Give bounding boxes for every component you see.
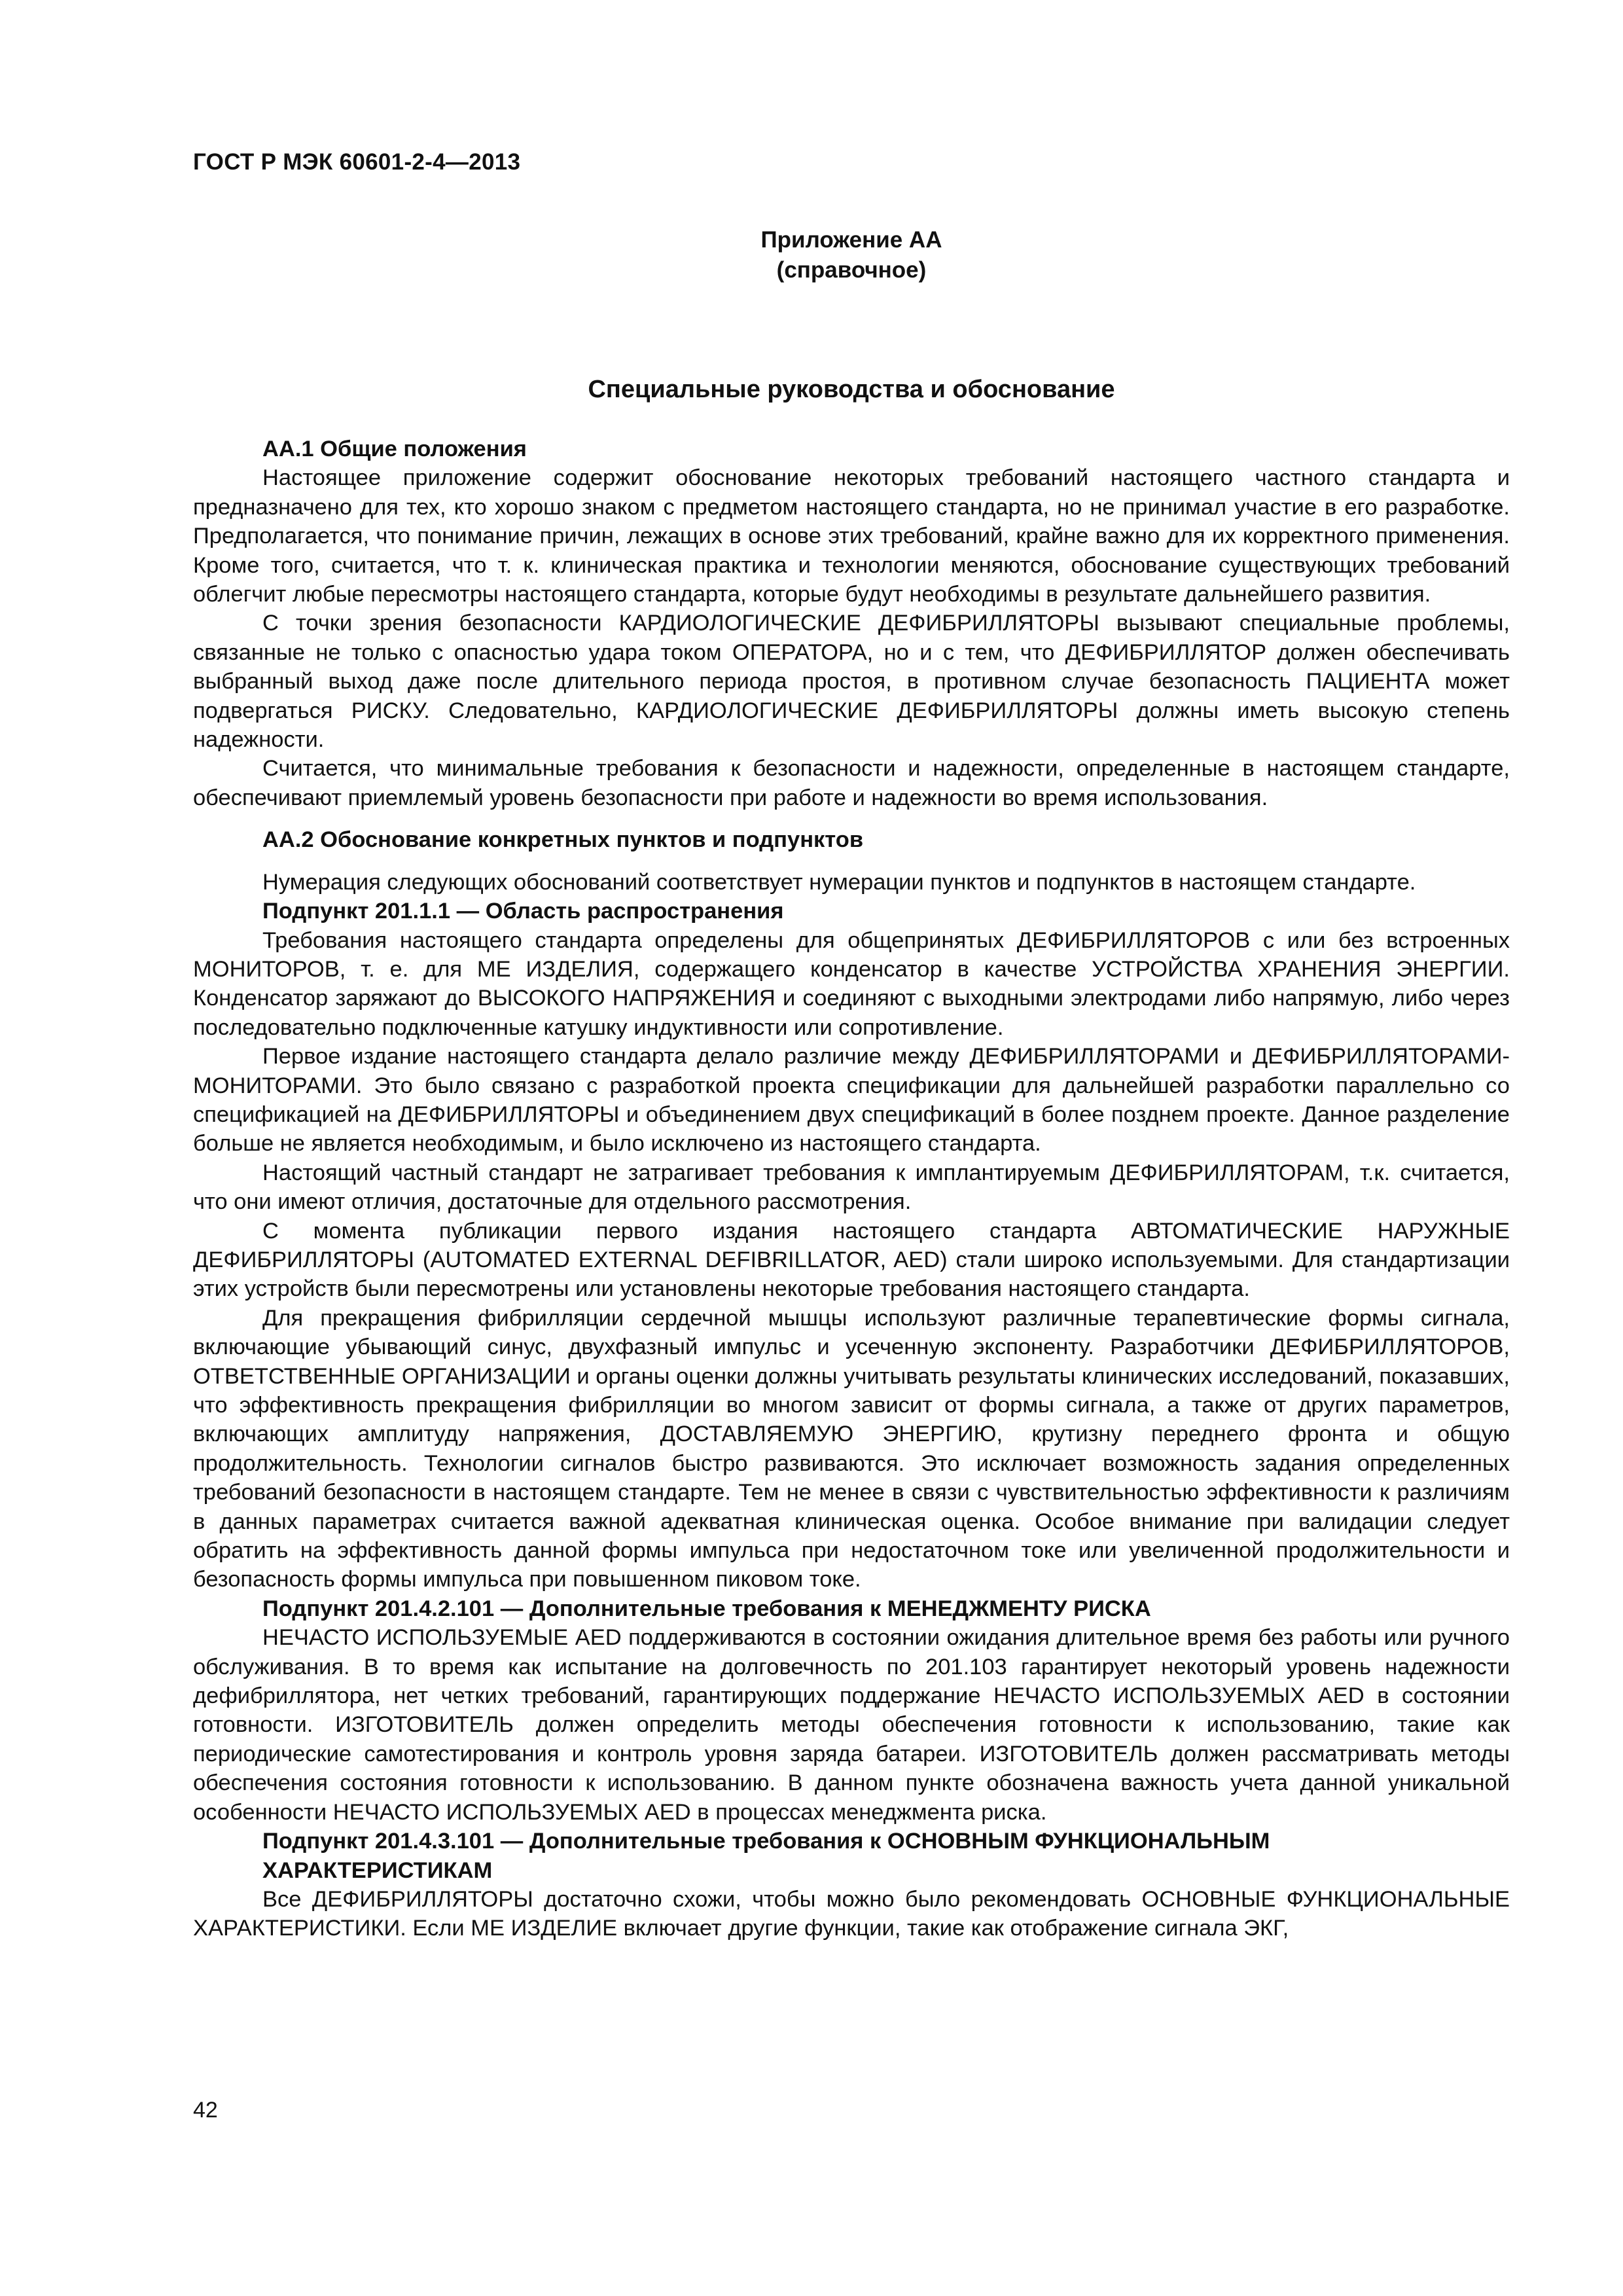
page-number: 42 — [193, 2098, 218, 2123]
annex-title: Приложение АА — [760, 227, 942, 253]
heading-subclause-201-4-2-101: Подпункт 201.4.2.101 — Дополнительные требования к МЕНЕДЖМЕНТУ РИСКА — [262, 1596, 1151, 1621]
heading-subclause-201-1-1: Подпункт 201.1.1 — Область распространения — [262, 899, 784, 924]
heading-aa2: АА.2 Обоснование конкретных пунктов и подпунктов — [262, 827, 864, 853]
paragraph: Нумерация следующих обоснований соответствует нумерации пунктов и подпунктов в настоящем стандарте. — [262, 869, 1416, 895]
heading-aa1: АА.1 Общие положения — [262, 437, 527, 461]
paragraph: Все ДЕФИБРИЛЛЯТОРЫ достаточно схожи, чтобы можно было рекомендовать ОСНОВНЫЕ ФУНКЦИОНАЛЬНЫЕ ХАРАКТЕРИСТИКИ. Если МЕ ИЗДЕЛИЕ включает другие функции, такие как отображение сигнала ЭКГ, — [193, 1886, 1510, 1941]
standard-header: ГОСТ Р МЭК 60601-2-4—2013 — [193, 149, 521, 175]
paragraph: Для прекращения фибрилляции сердечной мышцы используют различные терапевтические формы сигнала, включающие убывающий синус, двухфазный импульс и усеченную экспоненту. Разработчики ДЕФИБРИЛЛЯТОРОВ, ОТВЕТСТВЕННЫЕ ОРГАНИЗАЦИИ и органы оценки должны учитывать результаты клинических исследований, показавших, что эффективность прекращения фибрилляции во многом зависит от формы сигнала, а также от других параметров, включающих амплитуду напряжения, ДОСТАВЛЯЕМУЮ ЭНЕРГИЮ, крутизну переднего фронта и общую продолжительность. Технологии сигналов быстро развиваются. Это исключает возможность задания определенных требований безопасности в настоящем стандарте. Тем не менее в связи с чувствительностью эффективности к различиям в данных параметрах считается важной адекватная клиническая оценка. Особое внимание при валидации следует обратить на эффективность данной формы импульса при недостаточном токе или увеличенной продолжительности и безопасность формы импульса при повышенном пиковом токе. — [193, 1305, 1510, 1592]
heading-subclause-201-4-3-101-continued: ХАРАКТЕРИСТИКАМ — [262, 1857, 493, 1883]
paragraph: С момента публикации первого издания настоящего стандарта АВТОМАТИЧЕСКИЕ НАРУЖНЫЕ ДЕФИБРИЛЛЯТОРЫ (AUTOMATED EXTERNAL DEFIBRILLATOR, AED) стали широко используемыми. Для стандартизации этих устройств были пересмотрены или установлены некоторые требования настоящего стандарта. — [193, 1218, 1510, 1302]
paragraph: Первое издание настоящего стандарта делало различие между ДЕФИБРИЛЛЯТОРАМИ и ДЕФИБРИЛЛЯТОРАМИ-МОНИТОРАМИ. Это было связано с разработкой проекта спецификации для дальнейшей разработки параллельно со спецификацией на ДЕФИБРИЛЛЯТОРЫ и объединением двух спецификаций в более позднем проекте. Данное разделение больше не является необходимым, и было исключено из настоящего стандарта. — [193, 1044, 1510, 1157]
paragraph: НЕЧАСТО ИСПОЛЬЗУЕМЫЕ AED поддерживаются в состоянии ожидания длительное время без работы или ручного обслуживания. В то время как испытание на долговечность по 201.103 гарантирует некоторый уровень надежности дефибриллятора, нет четких требований, гарантирующих поддержание НЕЧАСТО ИСПОЛЬЗУЕМЫХ AED в состоянии готовности. ИЗГОТОВИТЕЛЬ должен определить методы обеспечения готовности к использованию, такие как периодические самотестирования и контроль уровня заряда батареи. ИЗГОТОВИТЕЛЬ должен рассматривать методы обеспечения состояния готовности к использованию. В данном пункте обозначена важность учета данной уникальной особенности НЕЧАСТО ИСПОЛЬЗУЕМЫХ AED в процессах менеджмента риска. — [193, 1625, 1510, 1825]
heading-subclause-201-4-3-101: Подпункт 201.4.3.101 — Дополнительные требования к ОСНОВНЫМ ФУНКЦИОНАЛЬНЫМ — [262, 1829, 1270, 1854]
paragraph: Настоящее приложение содержит обоснование некоторых требований настоящего частного стандарта и предназначено для тех, кто хорошо знаком с предметом настоящего стандарта, но не принимал участие в его разработке. Предполагается, что понимание причин, лежащих в основе этих требований, крайне важно для их корректного применения. Кроме того, считается, что т. к. клиническая практика и технологии меняются, обоснование существующих требований облегчит любые пересмотры настоящего стандарта, которые будут необходимы в результате дальнейшего развития. — [193, 465, 1510, 607]
annex-subtitle: (справочное) — [776, 257, 927, 283]
paragraph: Требования настоящего стандарта определены для общепринятых ДЕФИБРИЛЛЯТОРОВ с или без встроенных МОНИТОРОВ, т. е. для МЕ ИЗДЕЛИЯ, содержащего конденсатор в качестве УСТРОЙСТВА ХРАНЕНИЯ ЭНЕРГИИ. Конденсатор заряжают до ВЫСОКОГО НАПРЯЖЕНИЯ и соединяют с выходными электродами либо напрямую, либо через последовательно подключенные катушку индуктивности или сопротивление. — [193, 927, 1510, 1040]
document-page — [193, 0, 1510, 2296]
section-title: Специальные руководства и обоснование — [588, 376, 1115, 403]
paragraph: Считается, что минимальные требования к безопасности и надежности, определенные в настоящем стандарте, обеспечивают приемлемый уровень безопасности при работе и надежности во время использования. — [193, 756, 1510, 810]
paragraph: С точки зрения безопасности КАРДИОЛОГИЧЕСКИЕ ДЕФИБРИЛЛЯТОРЫ вызывают специальные проблемы, связанные не только с опасностью удара током ОПЕРАТОРА, но и с тем, что ДЕФИБРИЛЛЯТОР должен обеспечивать выбранный выход даже после длительного периода простоя, в противном случае безопасность ПАЦИЕНТА может подвергаться РИСКУ. Следовательно, КАРДИОЛОГИЧЕСКИЕ ДЕФИБРИЛЛЯТОРЫ должны иметь высокую степень надежности. — [193, 611, 1510, 753]
document-body — [193, 435, 1510, 1943]
paragraph: Настоящий частный стандарт не затрагивает требования к имплантируемым ДЕФИБРИЛЛЯТОРАМ, т.к. считается, что они имеют отличия, достаточные для отдельного рассмотрения. — [193, 1160, 1510, 1215]
